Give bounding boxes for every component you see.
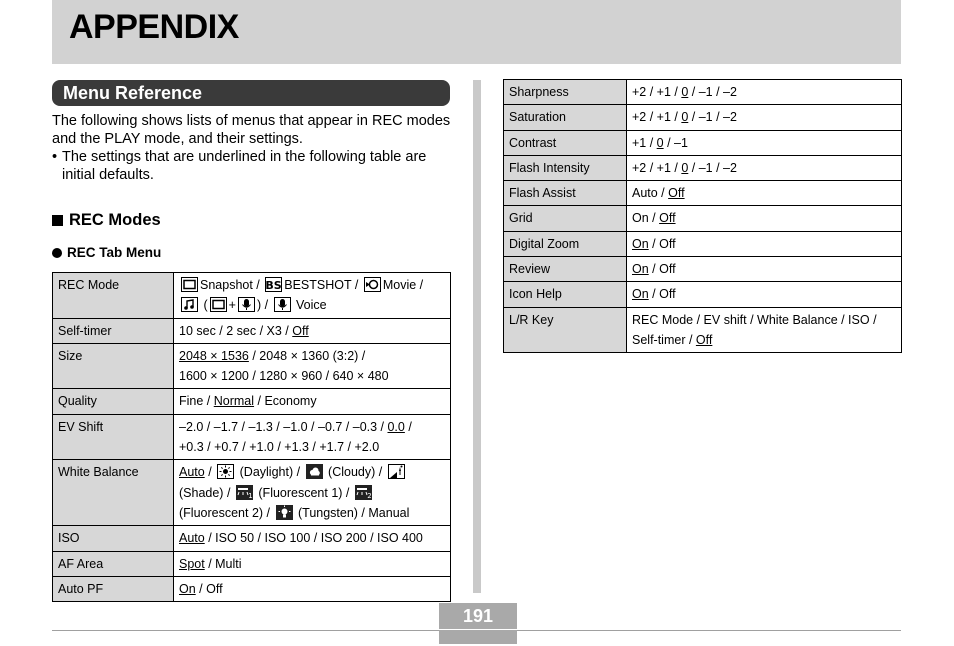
rec-tab-heading: [52, 245, 161, 260]
plus-sign: +: [228, 298, 236, 313]
value-text: / Off: [195, 581, 223, 596]
snapshot-icon: [210, 297, 227, 312]
row-label: Review: [504, 257, 627, 282]
default-value: 0: [681, 85, 689, 99]
page-number: 191: [439, 603, 517, 629]
value-text: +2 / +1 /: [632, 85, 682, 99]
row-value: [174, 343, 451, 389]
value-text: +0.3 / +0.7 / +1.0 / +1.3 / +1.7 / +2.0: [179, 440, 380, 455]
movie-text: Movie: [382, 278, 417, 292]
table-row: [504, 105, 902, 130]
row-label: Quality: [53, 389, 174, 414]
separator: /: [204, 465, 216, 480]
default-value: Spot: [179, 556, 205, 571]
rec-modes-title: REC Modes: [69, 211, 161, 229]
separator: /: [252, 278, 264, 292]
value-text: / –1 / –2: [688, 85, 737, 99]
rec-tab-title: REC Tab Menu: [67, 245, 162, 260]
paren-close: ): [256, 298, 262, 313]
default-value: On: [632, 262, 649, 277]
snapshot-icon: [181, 277, 198, 292]
default-value: Auto: [179, 531, 205, 546]
microphone-icon: [238, 297, 255, 312]
value-text: (Cloudy) /: [328, 465, 383, 480]
table-row: [504, 130, 902, 155]
row-value: [627, 105, 902, 130]
default-value: On: [632, 236, 649, 251]
row-value: [627, 80, 902, 105]
row-label: ISO: [53, 526, 174, 551]
table-row: [504, 307, 902, 353]
table-row: [53, 414, 451, 460]
separator: /: [261, 298, 272, 313]
value-text: 1600 × 1200 / 1280 × 960 / 640 × 480: [179, 369, 389, 384]
default-value: Normal: [213, 394, 255, 409]
row-label: Grid: [504, 206, 627, 231]
default-value: Off: [695, 332, 713, 347]
value-text: (Fluorescent 2) /: [179, 505, 271, 520]
row-label: Auto PF: [53, 576, 174, 601]
table-row: [504, 257, 902, 282]
default-value: Off: [668, 186, 685, 201]
row-label: AF Area: [53, 551, 174, 576]
value-text: Fine /: [179, 394, 214, 409]
value-text: / Economy: [254, 394, 317, 409]
value-text: / ISO 50 / ISO 100 / ISO 200 / ISO 400: [204, 531, 423, 546]
column-divider: [473, 80, 481, 593]
table-row: [504, 155, 902, 180]
rec-tab-menu-table-continued: [503, 79, 902, 353]
daylight-icon: [217, 464, 234, 479]
value-text: / –1 / –2: [688, 110, 737, 125]
row-value: [174, 460, 451, 526]
svg-text:BS: BS: [265, 279, 282, 292]
default-value: Auto: [179, 465, 205, 480]
row-label: White Balance: [53, 460, 174, 526]
value-text: –2.0 / –1.7 / –1.3 / –1.0 / –0.7 / –0.3 /: [179, 419, 388, 434]
microphone-icon: [274, 297, 291, 312]
default-value: On: [179, 581, 196, 596]
rec-modes-heading: [52, 211, 161, 230]
section-bar: [52, 80, 450, 106]
row-value: [174, 576, 451, 601]
value-text: (Fluorescent 1) /: [258, 485, 350, 500]
table-row: [53, 576, 451, 601]
row-value: [627, 307, 902, 353]
table-row: [53, 343, 451, 389]
row-label: Size: [53, 343, 174, 389]
svg-text:2: 2: [367, 491, 372, 500]
value-text: / Off: [648, 287, 676, 302]
bestshot-icon: [265, 277, 282, 292]
page-title: APPENDIX: [69, 8, 239, 46]
default-value: Off: [659, 211, 676, 226]
row-label: Flash Assist: [504, 181, 627, 206]
section-title: Menu Reference: [63, 83, 203, 103]
row-label: Icon Help: [504, 282, 627, 307]
bestshot-text: BESTSHOT: [284, 278, 352, 292]
default-value: Off: [292, 323, 309, 338]
svg-text:1: 1: [248, 491, 253, 500]
table-row: [53, 460, 451, 526]
row-label: L/R Key: [504, 307, 627, 353]
circle-bullet-icon: [52, 248, 62, 258]
square-bullet-icon: [52, 215, 63, 226]
value-text: Auto /: [632, 186, 669, 201]
tungsten-icon: [276, 505, 293, 520]
row-value: [174, 318, 451, 343]
value-text: / Off: [648, 262, 676, 277]
intro-text: [52, 112, 452, 184]
row-value: [627, 155, 902, 180]
row-label: Saturation: [504, 105, 627, 130]
value-text: +2 / +1 /: [632, 160, 682, 175]
row-value: [174, 414, 451, 460]
table-row: [504, 231, 902, 256]
row-value: [174, 273, 451, 319]
intro-bullet: [52, 148, 452, 184]
table-row: [53, 389, 451, 414]
table-row: [53, 318, 451, 343]
value-text: (Tungsten) / Manual: [297, 505, 410, 520]
value-text: Self-timer /: [632, 332, 696, 347]
rec-tab-menu-table: [52, 272, 451, 602]
row-value: [627, 257, 902, 282]
value-text: +2 / +1 /: [632, 110, 682, 125]
row-value: [174, 526, 451, 551]
value-text: +1 /: [632, 135, 657, 150]
table-row: [53, 526, 451, 551]
row-value: [627, 181, 902, 206]
separator: /: [351, 278, 362, 292]
value-text: / Multi: [204, 556, 242, 571]
value-text: 10 sec / 2 sec / X3 /: [179, 323, 293, 338]
cloudy-icon: [306, 464, 323, 479]
value-text: /: [404, 419, 412, 434]
table-row: [53, 551, 451, 576]
default-value: 0.0: [387, 419, 405, 434]
separator: /: [416, 278, 424, 292]
value-text: (Daylight) /: [239, 465, 301, 480]
shade-icon: [388, 464, 405, 479]
table-row: [504, 282, 902, 307]
row-value: [174, 551, 451, 576]
row-value: [627, 231, 902, 256]
voice-text: Voice: [296, 298, 327, 313]
row-label: Digital Zoom: [504, 231, 627, 256]
value-text: (Shade) /: [179, 485, 231, 500]
row-label: Self-timer: [53, 318, 174, 343]
value-text: / –1 / –2: [688, 160, 737, 175]
row-value: [627, 130, 902, 155]
default-value: On: [632, 287, 649, 302]
default-value: 0: [656, 135, 664, 150]
value-text: On /: [632, 211, 660, 226]
bullet-text: The settings that are underlined in the following table are initial defaults.: [62, 149, 427, 183]
value-text: / Off: [648, 236, 676, 251]
row-label: Sharpness: [504, 80, 627, 105]
value-text: / 2048 × 1360 (3:2) /: [248, 348, 366, 363]
intro-paragraph: The following shows lists of menus that appear in REC modes and the PLAY mode, and their settings.: [52, 113, 451, 147]
row-label: Flash Intensity: [504, 155, 627, 180]
value-text: REC Mode / EV shift / White Balance / ISO /: [632, 312, 877, 327]
value-text: / –1: [663, 135, 688, 150]
fluorescent-1-icon: [236, 485, 253, 500]
page-number-tab: [439, 630, 517, 644]
bullet-dot: •: [52, 149, 58, 165]
row-value: [174, 389, 451, 414]
default-value: 0: [681, 110, 689, 125]
audio-snapshot-icon: [181, 297, 198, 312]
row-label: EV Shift: [53, 414, 174, 460]
row-value: [627, 282, 902, 307]
table-row: [53, 273, 451, 319]
fluorescent-2-icon: [355, 485, 372, 500]
default-value: 2048 × 1536: [179, 348, 249, 363]
row-label: REC Mode: [53, 273, 174, 319]
table-row: [504, 181, 902, 206]
table-row: [504, 80, 902, 105]
movie-icon: [364, 277, 381, 292]
table-row: [504, 206, 902, 231]
paren-open: (: [200, 298, 208, 313]
row-label: Contrast: [504, 130, 627, 155]
snapshot-text: Snapshot: [200, 278, 253, 292]
default-value: 0: [681, 160, 689, 175]
row-value: [627, 206, 902, 231]
